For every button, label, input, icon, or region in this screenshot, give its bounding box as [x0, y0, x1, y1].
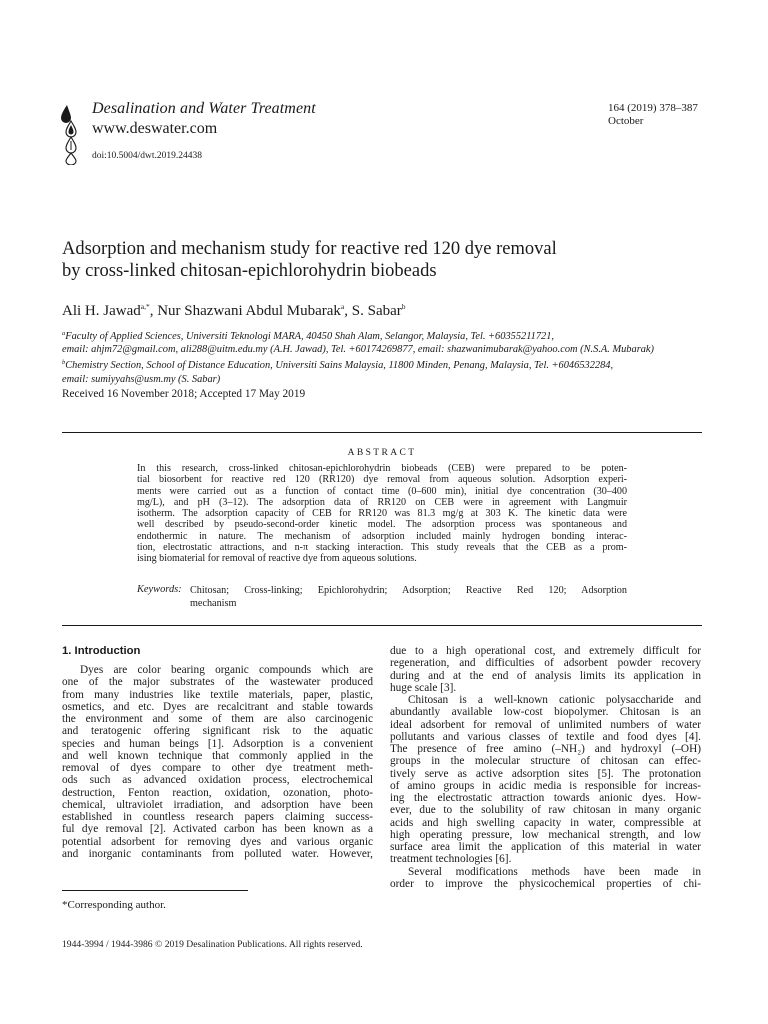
volume-pages: 164 (2019) 378–387: [608, 102, 698, 114]
abstract-line: tial biosorbent for reactive red 120 (RR120) dye removal from aqueous solution. Adsorption experi-: [137, 474, 627, 486]
affiliation-text: Chemistry Section, School of Distance Education, Universiti Sains Malaysia, 11800 Minden, Penang, Malaysia, Tel. +6046532284,: [65, 360, 614, 372]
body-line: ever, due to the solubility of raw chitosan in many organic: [390, 804, 701, 817]
journal-title: Desalination and Water Treatment: [92, 100, 316, 117]
affiliation-text: Faculty of Applied Sciences, Universiti Teknologi MARA, 40450 Shah Alam, Selangor, Malaysia, Tel. +60355211721,: [65, 331, 555, 342]
body-line: removal of dyes compare to other dye treatment meth-: [62, 762, 373, 774]
body-line: due to a high operational cost, and extremely difficult for: [390, 645, 701, 657]
body-column-left: [62, 664, 373, 860]
affiliation-marker: b: [62, 359, 66, 367]
article-title-line: Adsorption and mechanism study for reactive red 120 dye removal: [62, 239, 557, 259]
body-line: and well known technique that commonly applied in the: [62, 749, 373, 762]
body-line: ing the electrostatic attraction towards anionic dyes. How-: [390, 792, 701, 804]
body-line: destruction, Fenton reaction, oxidation, ozonation, photo-: [62, 786, 373, 799]
affiliation-line: email: ahjm72@gmail.com, ali288@uitm.edu.my (A.H. Jawad), Tel. +60174269877, email: shazwanimubarak@yahoo.com (N.S.A. Mubarak): [62, 344, 655, 356]
affiliation-marker: a: [62, 330, 66, 337]
body-line: order to improve the physicochemical properties of chi-: [390, 877, 701, 890]
author-name[interactable]: Ali H. Jawad: [62, 303, 141, 319]
body-line: and inorganic contaminants from polluted water. However,: [62, 847, 373, 860]
body-line: acids and high swelling capacity in water, compressible at: [390, 816, 701, 829]
body-line: species and human beings [1]. Adsorption is a convenient: [62, 737, 373, 750]
journal-url-link[interactable]: www.deswater.com: [92, 120, 218, 137]
affiliation-line: [62, 327, 722, 343]
abstract-line: tion, electrostatic attractions, and n-π stacking interaction. This study reveals that the CEB as a prom-: [137, 542, 627, 554]
keywords-list: [190, 584, 627, 610]
body-line: groups in the molecular structure of chitosan can effec-: [390, 755, 701, 768]
author-affiliation-marker: a: [340, 302, 345, 311]
abstract-line: ments were carried out as a function of contact time (0–600 min), initial dye concentration (30–400: [137, 485, 627, 497]
abstract-line: In this research, cross-linked chitosan-epichlorohydrin biobeads (CEB) were prepared to be poten-: [137, 463, 627, 474]
body-line: the environment and some of them are also carcinogenic: [62, 713, 373, 725]
body-line: ful dye removal [2]. Activated carbon has been known as a: [62, 823, 373, 836]
body-line: surface area limit the application of this material in water: [390, 841, 701, 853]
body-line: high operating pressure, low mechanical strength, and low: [390, 828, 701, 841]
issue-month: October: [608, 115, 644, 127]
body-line: potential adsorbent for removing dyes and various organic: [62, 835, 373, 848]
abstract-text: [137, 463, 627, 565]
copyright-notice: 1944-3994 / 1944-3986 © 2019 Desalination Publications. All rights reserved.: [62, 939, 363, 950]
divider: [62, 432, 702, 433]
body-line: regeneration, and difficulties of adsorbent powder recovery: [390, 657, 701, 670]
journal-logo-icon: [60, 103, 82, 165]
body-line: ods such as advanced oxidation process, electrochemical: [62, 774, 373, 787]
body-line: and teratogenic offering significant risk to the aquatic: [62, 725, 373, 738]
body-line: Dyes are color bearing organic compounds which are: [80, 664, 373, 676]
body-line: one of the major substrates of the wastewater produced: [62, 676, 373, 689]
body-line: abundantly available low-cost biopolymer. Chitosan is an: [390, 706, 701, 719]
body-line: Several modifications methods have been made in: [408, 865, 701, 878]
author-affiliation-marker: a,*: [140, 302, 150, 311]
section-heading: 1. Introduction: [62, 645, 141, 657]
body-line: The presence of free amino (–NH₂) and hydroxyl (–OH): [390, 743, 701, 755]
body-line: of amino groups in acidic media is responsible for increas-: [390, 779, 701, 792]
author-name[interactable]: , Nur Shazwani Abdul Mubarak: [149, 303, 341, 319]
abstract-line: mg/L), and pH (3–12). The adsorption data of RR120 on CEB were in agreement with Langmuir: [137, 496, 627, 508]
doi-link[interactable]: doi:10.5004/dwt.2019.24438: [92, 151, 203, 161]
divider: [62, 625, 702, 626]
body-line: osmetics, and etc. Dyes are recalcitrant and stable towards: [62, 700, 373, 713]
body-line: ideal adsorbent for removal of unlimited numbers of water: [390, 718, 701, 731]
abstract-line: endothermic in nature. The mechanism of adsorption included mainly hydrogen bonding interac-: [137, 530, 627, 542]
article-title: [62, 238, 702, 282]
body-line: established in countless research papers claiming success-: [62, 811, 373, 823]
abstract-heading: ABSTRACT: [347, 448, 417, 458]
body-line: pollutants and various classes of textile and food dyes [4].: [390, 730, 701, 743]
abstract-line: well described by pseudo-second-order kinetic model. The adsorption process was spontaneous and: [137, 519, 627, 531]
author-affiliation-marker: b: [401, 302, 406, 311]
abstract-line: ising biomaterial for removal of reactive dye from aqueous solutions.: [137, 553, 417, 565]
body-line: huge scale [3].: [390, 681, 457, 694]
body-line: Chitosan is a well-known cationic polysaccharide and: [408, 694, 701, 706]
article-title-line: by cross-linked chitosan-epichlorohydrin biobeads: [62, 261, 437, 281]
body-column-right: [390, 645, 701, 890]
footnote-rule: [62, 890, 248, 891]
keywords-label: Keywords:: [137, 584, 182, 595]
body-line: chemical, ultraviolet irradiation, and adsorption have been: [62, 798, 373, 811]
body-line: tively serve as active adsorption sites [5]. The protonation: [390, 767, 701, 780]
affiliation-line: email: sumiyyahs@usm.my (S. Sabar): [62, 373, 221, 385]
affiliation-line: [62, 356, 722, 372]
author-list: [62, 302, 406, 320]
received-dates: Received 16 November 2018; Accepted 17 May 2019: [62, 388, 306, 400]
abstract-line: isotherm. The adsorption capacity of CEB for RR120 was 81.3 mg/g at 303 K. The kinetic data were: [137, 508, 627, 520]
body-line: during and at the end of analysis limits its application in: [390, 669, 701, 682]
author-name[interactable]: , S. Sabar: [344, 303, 402, 319]
affiliations: [62, 327, 722, 386]
keywords-line: Chitosan; Cross-linking; Epichlorohydrin; Adsorption; Reactive Red 120; Adsorption: [190, 585, 627, 596]
keywords-line: mechanism: [190, 598, 237, 609]
body-line: from many industries like textile materials, paper, plastic,: [62, 688, 373, 701]
body-line: treatment technologies [6].: [390, 853, 512, 866]
corresponding-author-footnote: *Corresponding author.: [62, 899, 166, 911]
